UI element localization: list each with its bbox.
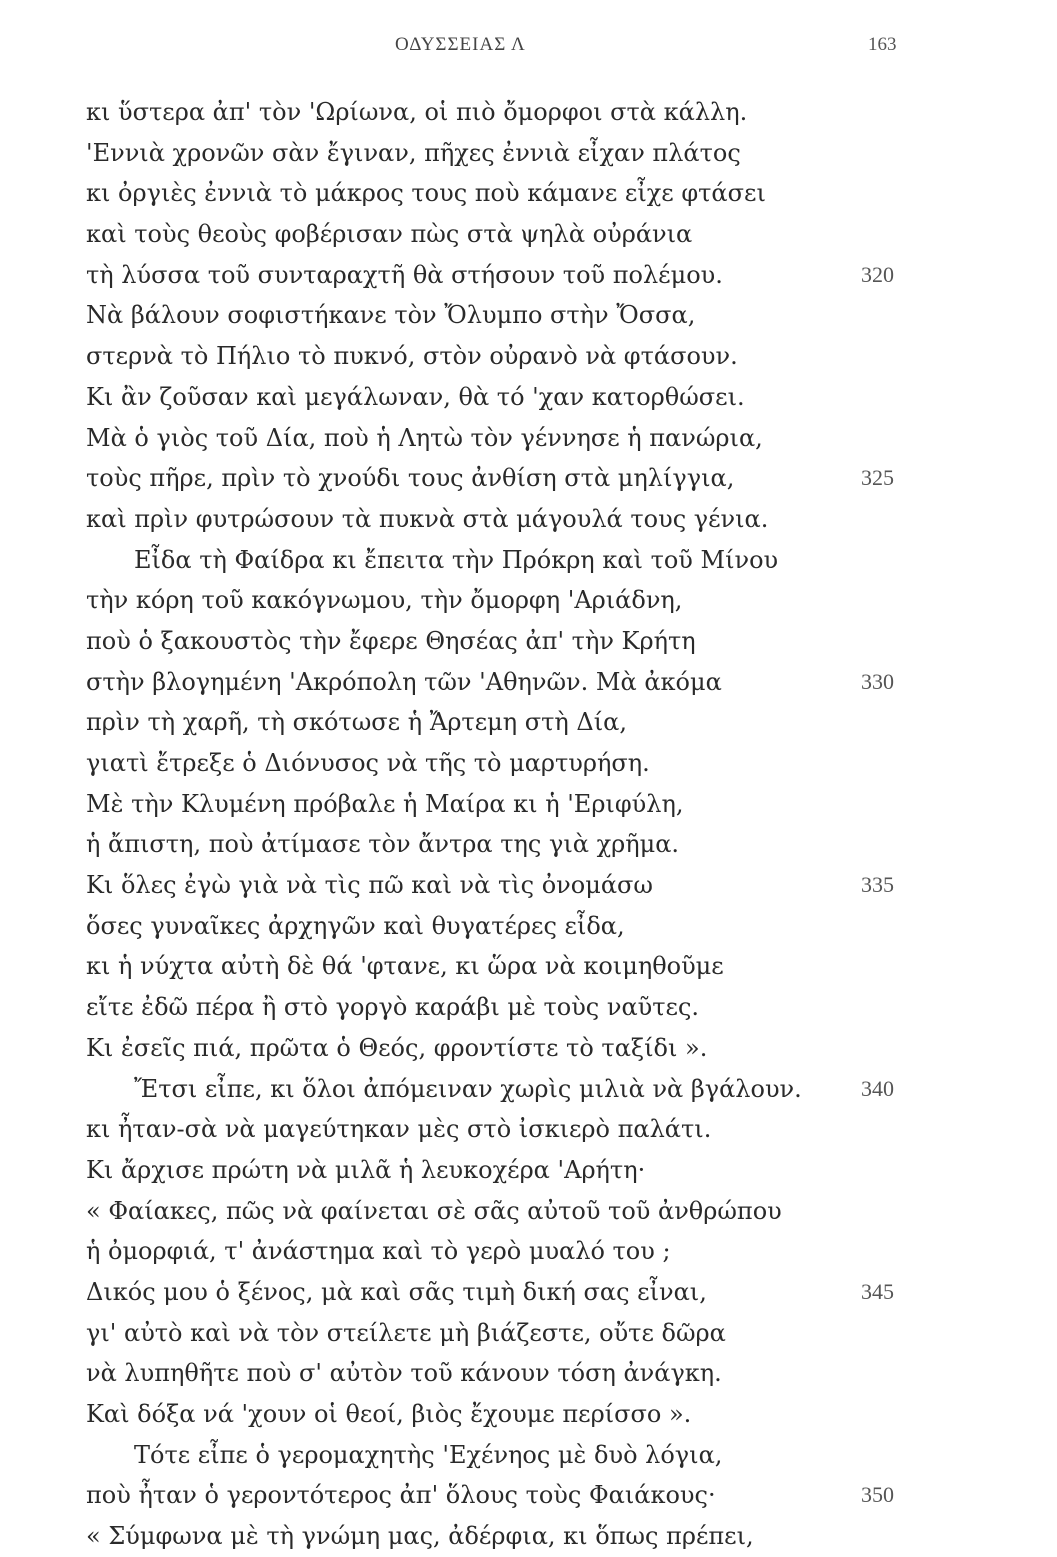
verse-text: ὅσες γυναῖκες ἀρχηγῶν καὶ θυγατέρες εἶδα, bbox=[86, 911, 625, 940]
verse-text: ποὺ ὁ ξακουστὸς τὴν ἔφερε Θησέας ἀπ' τὴν Κρήτη bbox=[86, 626, 696, 655]
verse-line bbox=[86, 1272, 894, 1313]
verse-text: « Φαίακες, πῶς νὰ φαίνεται σὲ σᾶς αὐτοῦ τοῦ ἀνθρώπου bbox=[86, 1196, 782, 1225]
verse-text: καὶ τοὺς θεοὺς φοβέρισαν πὼς στὰ ψηλὰ οὐράνια bbox=[86, 220, 693, 249]
verse-text: εἴτε ἐδῶ πέρα ἢ στὸ γοργὸ καράβι μὲ τοὺς ναῦτες. bbox=[86, 993, 700, 1022]
verse-text: Κι ἄρχισε πρώτη νὰ μιλᾶ ἡ λευκοχέρα 'Αρήτη· bbox=[86, 1155, 646, 1184]
verse-text: στὴν βλογημένη 'Ακρόπολη τῶν 'Αθηνῶν. Μὰ ἀκόμα bbox=[86, 667, 722, 696]
verse-text: Εἶδα τὴ Φαίδρα κι ἔπειτα τὴν Πρόκρη καὶ τοῦ Μίνου bbox=[134, 545, 779, 574]
verse-text: Ἔτσι εἶπε, κι ὅλοι ἀπόμειναν χωρὶς μιλιὰ νὰ βγάλουν. bbox=[134, 1074, 802, 1103]
line-number: 345 bbox=[861, 1278, 894, 1304]
verse-line bbox=[86, 1191, 846, 1232]
verse-text: κι ἡ νύχτα αὐτὴ δὲ θά 'φτανε, κι ὥρα νὰ κοιμηθοῦμε bbox=[86, 952, 724, 981]
line-number: 330 bbox=[861, 668, 894, 694]
verse-line bbox=[86, 499, 846, 540]
verse-line bbox=[86, 214, 846, 255]
verse-line bbox=[86, 540, 846, 581]
verse-line bbox=[86, 824, 846, 865]
verse-line bbox=[86, 743, 846, 784]
verse-text: 'Εννιὰ χρονῶν σὰν ἔγιναν, πῆχες ἐννιὰ εἶχαν πλάτος bbox=[86, 138, 741, 167]
verse-text: τοὺς πῆρε, πρὶν τὸ χνούδι τους ἀνθίση στὰ μηλίγγια, bbox=[86, 464, 735, 493]
verse-text: γι' αὐτὸ καὶ νὰ τὸν στείλετε μὴ βιάζεστε, οὔτε δῶρα bbox=[86, 1318, 726, 1347]
verse-text: κι ὀργιὲς ἐννιὰ τὸ μάκρος τους ποὺ κάμανε εἶχε φτάσει bbox=[86, 179, 766, 208]
verse-line bbox=[86, 1435, 846, 1476]
verse-text: Δικός μου ὁ ξένος, μὰ καὶ σᾶς τιμὴ δική σας εἶναι, bbox=[86, 1277, 707, 1306]
verse-line bbox=[86, 1394, 846, 1435]
verse-text: κι ὕστερα ἀπ' τὸν 'Ωρίωνα, οἱ πιὸ ὄμορφοι στὰ κάλλη. bbox=[86, 98, 748, 126]
verse-text: Μὰ ὁ γιὸς τοῦ Δία, ποὺ ἡ Λητὼ τὸν γέννησε ἡ πανώρια, bbox=[86, 423, 763, 452]
verse-text: « Σύμφωνα μὲ τὴ γνώμη μας, ἀδέρφια, κι ὅπως πρέπει, bbox=[86, 1522, 754, 1551]
verse-text: πρὶν τὴ χαρῆ, τὴ σκότωσε ἡ Ἄρτεμη στὴ Δία, bbox=[86, 708, 627, 737]
line-number: 320 bbox=[861, 261, 894, 287]
verse-text: νὰ λυπηθῆτε ποὺ σ' αὐτὸν τοῦ κάνουν τόση ἀνάγκη. bbox=[86, 1359, 722, 1388]
verse-text: τὴν κόρη τοῦ κακόγνωμου, τὴν ὄμορφη 'Αριάδνη, bbox=[86, 586, 683, 615]
verse-text: Μὲ τὴν Κλυμένη πρόβαλε ἡ Μαίρα κι ἡ 'Εριφύλη, bbox=[86, 789, 684, 818]
line-number: 350 bbox=[861, 1482, 894, 1508]
verse-line bbox=[86, 1109, 846, 1150]
line-number: 335 bbox=[861, 872, 894, 898]
verse-text: καὶ πρὶν φυτρώσουν τὰ πυκνὰ στὰ μάγουλά τους γένια. bbox=[86, 504, 769, 533]
verse-line bbox=[86, 1353, 846, 1394]
verse-line bbox=[86, 1231, 846, 1272]
verse-line bbox=[86, 418, 846, 459]
verse-text: Κι ὅλες ἐγὼ γιὰ νὰ τὶς πῶ καὶ νὰ τὶς ὀνομάσω bbox=[86, 871, 653, 900]
verse-line bbox=[86, 662, 894, 703]
running-head: ΟΔΥΣΣΕΙΑΣ Λ bbox=[395, 34, 526, 55]
verse-text: Κι ἂν ζοῦσαν καὶ μεγάλωναν, θὰ τό 'χαν κατορθώσει. bbox=[86, 382, 745, 411]
line-number: 325 bbox=[861, 465, 894, 491]
verse-line bbox=[86, 295, 846, 336]
verse-line bbox=[86, 702, 846, 743]
verse-text: Τότε εἶπε ὁ γερομαχητὴς 'Εχένηος μὲ δυὸ λόγια, bbox=[134, 1440, 723, 1469]
verse-text: ἡ ἄπιστη, ποὺ ἀτίμασε τὸν ἄντρα της γιὰ χρῆμα. bbox=[86, 830, 680, 859]
verse-line bbox=[86, 255, 894, 296]
verse-line bbox=[86, 906, 846, 947]
verse-line bbox=[86, 1516, 846, 1557]
verse-line bbox=[86, 621, 846, 662]
verse-text: κι ἦταν-σὰ νὰ μαγεύτηκαν μὲς στὸ ἰσκιερὸ παλάτι. bbox=[86, 1115, 712, 1144]
verse-line bbox=[86, 377, 846, 418]
verse-line bbox=[86, 1313, 846, 1354]
verse-line bbox=[86, 458, 894, 499]
verse-text: Νὰ βάλουν σοφιστήκανε τὸν Ὄλυμπο στὴν Ὄσσα, bbox=[86, 301, 696, 330]
line-number: 340 bbox=[861, 1075, 894, 1101]
verse-line bbox=[86, 1028, 846, 1069]
verse-line bbox=[86, 580, 846, 621]
verse-text: Καὶ δόξα νά 'χουν οἱ θεοί, βιὸς ἔχουμε περίσσο ». bbox=[86, 1400, 692, 1428]
verse-line bbox=[86, 865, 894, 906]
verse-line bbox=[86, 1069, 894, 1110]
verse-line bbox=[86, 1475, 894, 1516]
verse-text: ἡ ὀμορφιά, τ' ἀνάστημα καὶ τὸ γερὸ μυαλό του ; bbox=[86, 1237, 671, 1266]
verse-line bbox=[86, 133, 846, 174]
verse-line bbox=[86, 784, 846, 825]
verse-line bbox=[86, 336, 846, 377]
verse-text-block bbox=[86, 92, 894, 1557]
verse-line bbox=[86, 1150, 846, 1191]
verse-line bbox=[86, 173, 846, 214]
verse-line bbox=[86, 92, 846, 133]
verse-text: στερνὰ τὸ Πήλιο τὸ πυκνό, στὸν οὐρανὸ νὰ φτάσουν. bbox=[86, 342, 738, 371]
verse-text: Κι ἐσεῖς πιά, πρῶτα ὁ Θεός, φροντίστε τὸ ταξίδι ». bbox=[86, 1033, 708, 1062]
verse-line bbox=[86, 946, 846, 987]
page-number: 163 bbox=[868, 34, 897, 55]
verse-text: ποὺ ἦταν ὁ γεροντότερος ἀπ' ὅλους τοὺς Φαιάκους· bbox=[86, 1481, 716, 1510]
verse-line bbox=[86, 987, 846, 1028]
verse-text: τὴ λύσσα τοῦ συνταραχτῆ θὰ στήσουν τοῦ πολέμου. bbox=[86, 260, 723, 289]
verse-text: γιατὶ ἔτρεξε ὁ Διόνυσος νὰ τῆς τὸ μαρτυρήση. bbox=[86, 749, 650, 777]
